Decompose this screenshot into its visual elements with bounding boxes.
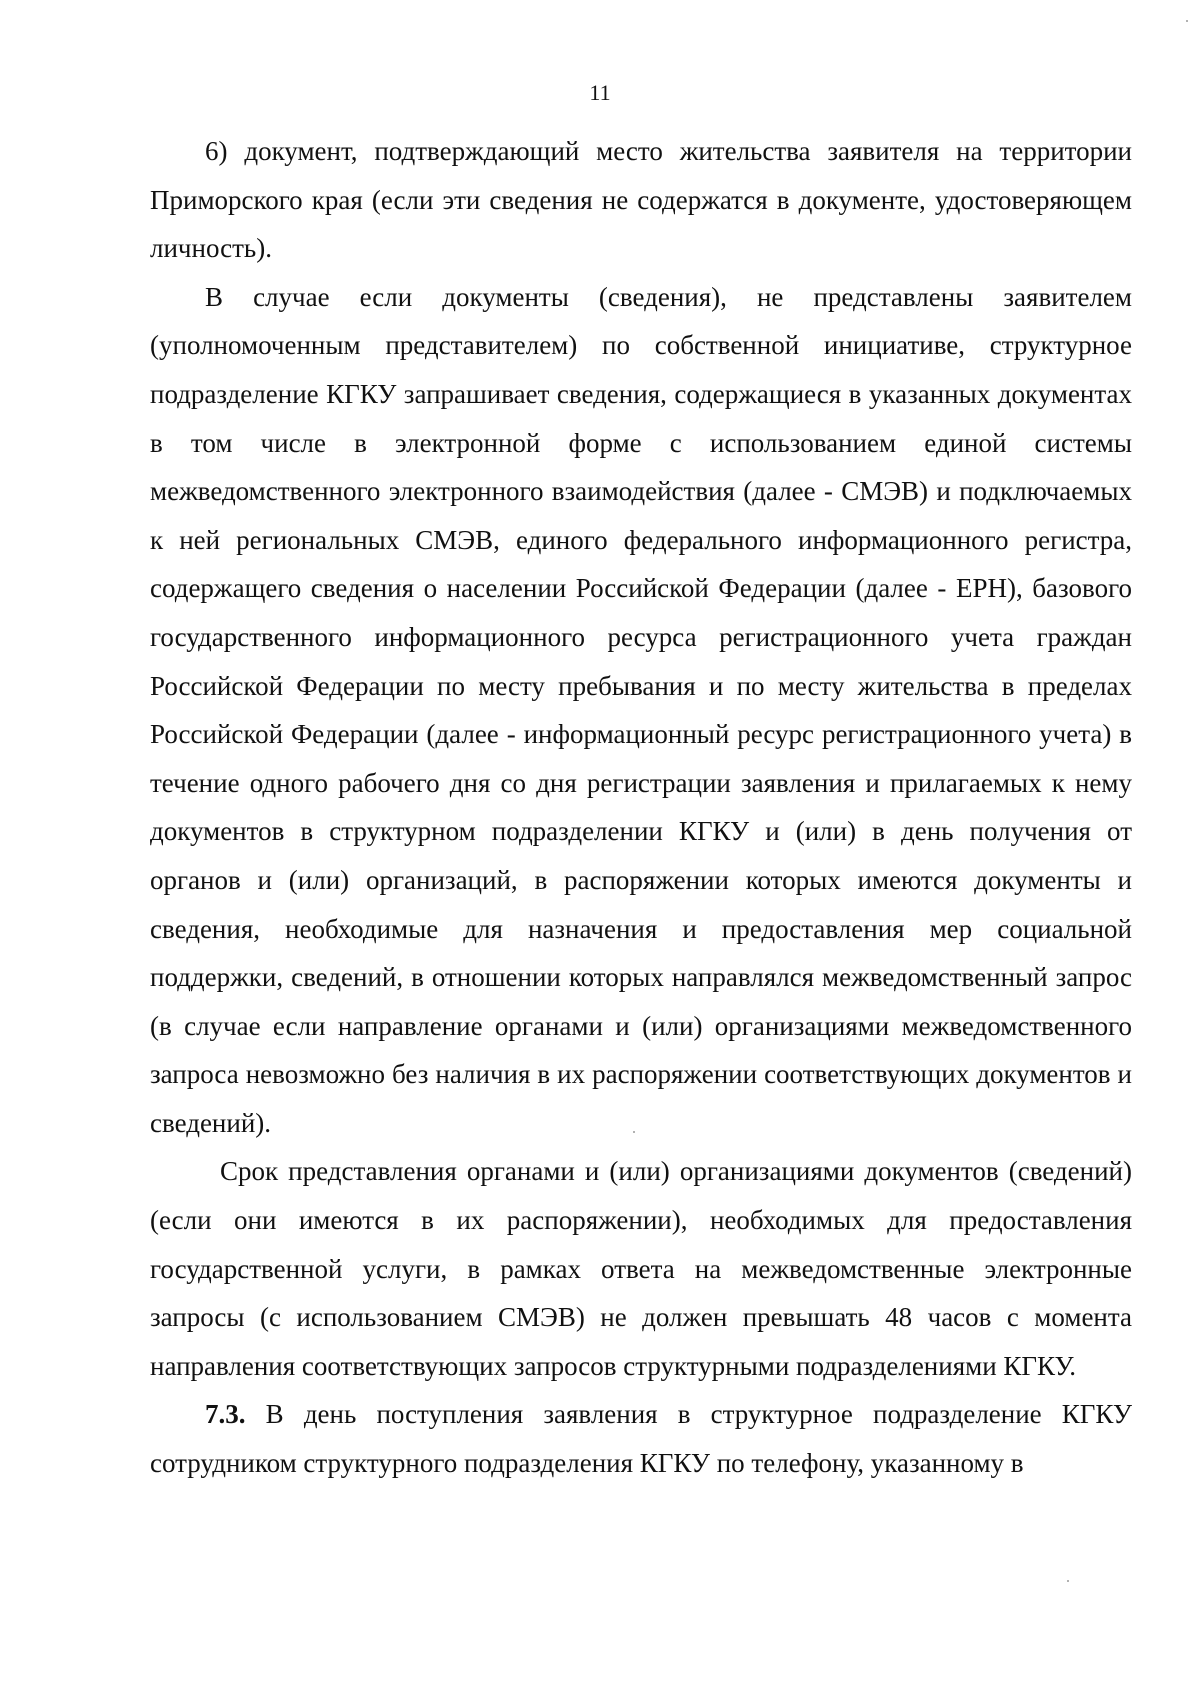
page-number: 11 — [589, 80, 611, 105]
scan-speck — [1186, 20, 1188, 22]
paragraph-residence-document: 6) документ, подтверждающий место жительства заявителя на территории Приморского края (если эти сведения не содержатся в документе, удостоверяющем личность). — [150, 136, 1132, 264]
paragraph-interagency-request: В случае если документы (сведения), не представлены заявителем (уполномоченным представителем) по собственной инициативе, структурное подразделение КГКУ запрашивает сведения, содержащиеся в указанных документах в том числе в электронной форме с использованием единой системы межведомственного электронного взаимодействия (далее - СМЭВ) и подключаемых к ней региональных СМЭВ, единого федерального информационного регистра, содержащего сведения о населении Российской Федерации (далее - ЕРН), базового государственного информационного ресурса регистрационного учета граждан Российской Федерации по месту пребывания и по месту жительства в пределах Российской Федерации (далее - информационный ресурс регистрационного учета) в течение одного рабочего дня со дня регистрации заявления и прилагаемых к нему документов в структурном подразделении КГКУ и (или) в день получения от органов и (или) организаций, в распоряжении которых имеются документы и сведения, необходимые для назначения и предоставления мер социальной поддержки, сведений, в отношении которых направлялся межведомственный запрос (в случае если направление органами и (или) организациями межведомственного запроса невозможно без наличия в их распоряжении соответствующих документов и сведений). — [150, 281, 1132, 1138]
paragraph-response-deadline: Срок представления органами и (или) организациями документов (сведений) (если они имеются в их распоряжении), необходимых для предоставления государственной услуги, в рамках ответа на межведомственные электронные запросы (с использованием СМЭВ) не должен превышать 48 часов с момента направления соответствующих запросов структурными подразделениями КГКУ. — [150, 1156, 1132, 1381]
scan-speck — [633, 1131, 635, 1133]
scan-speck — [1067, 1580, 1069, 1582]
paragraph-section-7-3 — [150, 1390, 1132, 1487]
section-text: В день поступления заявления в структурное подразделение КГКУ сотрудником структурного подразделения КГКУ по телефону, указанному в — [150, 1399, 1133, 1479]
document-body — [150, 127, 1132, 1488]
section-number: 7.3. — [205, 1399, 246, 1430]
